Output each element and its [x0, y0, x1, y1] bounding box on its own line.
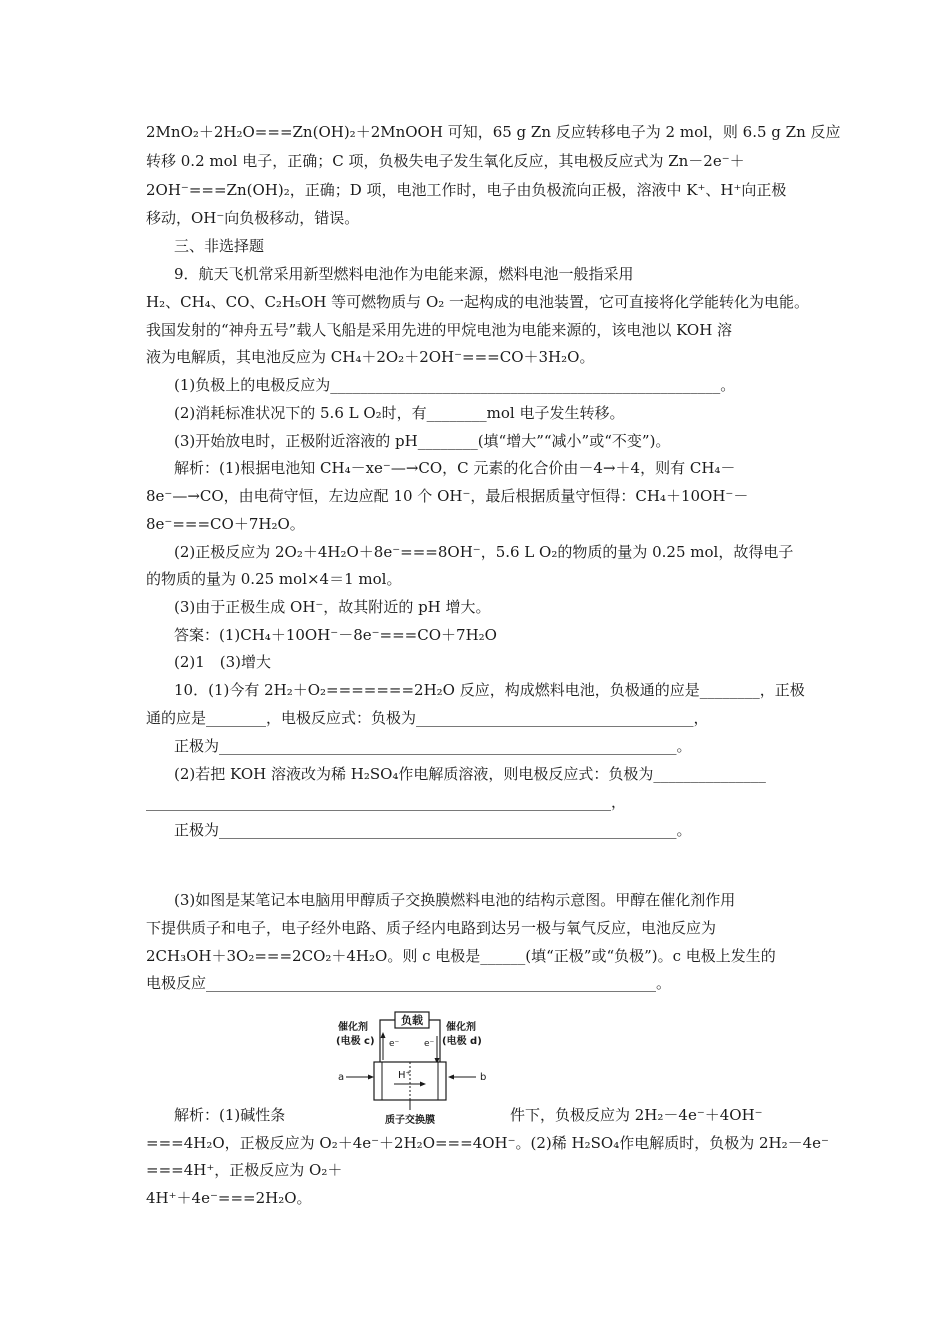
text-line: H₂、CH₄、CO、C₂H₅OH 等可燃物质与 O₂ 一起构成的电池装置，它可直接将化学能转化为电能。 — [146, 293, 810, 311]
question-9-stem: 9．航天飞机常采用新型燃料电池作为电能来源，燃料电池一般指采用 — [174, 265, 634, 283]
text-line: 8e⁻===CO＋7H₂O。 — [146, 515, 305, 533]
left-electrode-label: (电极 c) — [336, 1036, 375, 1047]
inlet-b-label: b — [480, 1072, 487, 1083]
text-line: 2MnO₂＋2H₂O===Zn(OH)₂＋2MnOOH 可知，65 g Zn 反应转移电子为 2 mol，则 6.5 g Zn 反应 — [146, 123, 841, 141]
load-label: 负载 — [401, 1014, 423, 1027]
text-line: 转移 0.2 mol 电子，正确；C 项，负极失电子发生氧化反应，其电极反应式为 Zn－2e⁻＋ — [146, 152, 745, 170]
right-electrode-label: (电极 d) — [442, 1036, 482, 1047]
text-line: 的物质的量为 0.25 mol×4＝1 mol。 — [146, 570, 402, 588]
text-line: 移动，OH⁻向负极移动，错误。 — [146, 209, 360, 227]
text-line: 8e⁻—→CO，由电荷守恒，左边应配 10 个 OH⁻，最后根据质量守恒得：CH₄＋10OH⁻－ — [146, 487, 749, 505]
answer-9: 答案：(1)CH₄＋10OH⁻－8e⁻===CO＋7H₂O — [174, 626, 497, 644]
analysis-10: 解析：(1)碱性条 — [174, 1106, 286, 1124]
fuel-cell-diagram — [336, 1010, 496, 1130]
analysis-9: 解析：(1)根据电池知 CH₄－xe⁻—→CO，C 元素的化合价由－4→＋4，则有 CH₄－ — [174, 459, 736, 477]
text-line: ______________________________________________________________， — [146, 793, 627, 811]
electron-arrowhead-left — [381, 1032, 386, 1038]
electron-left-label: e⁻ — [389, 1039, 400, 1049]
text-line: 我国发射的“神舟五号”载人飞船是采用先进的甲烷电池为电能来源的，该电池以 KOH 溶 — [146, 321, 733, 339]
text-line: (2)1 (3)增大 — [174, 653, 272, 671]
text-line: ===4H₂O，正极反应为 O₂＋4e⁻＋2H₂O===4OH⁻。(2)稀 H₂SO₄作电解质时，负极为 2H₂－4e⁻ — [146, 1134, 829, 1152]
text-line: 4H⁺＋4e⁻===2H₂O。 — [146, 1189, 312, 1207]
text-line: 正极为_____________________________________________________________。 — [174, 821, 692, 839]
inlet-a-arrowhead — [368, 1075, 374, 1080]
section-heading: 三、非选择题 — [174, 237, 265, 255]
text-line: (2)正极反应为 2O₂＋4H₂O＋8e⁻===8OH⁻，5.6 L O₂的物质的量为 0.25 mol，故得电子 — [174, 543, 794, 561]
electron-right-label: e⁻ — [424, 1039, 435, 1049]
inlet-b-arrowhead — [448, 1075, 454, 1080]
question-9-part-2: (2)消耗标准状况下的 5.6 L O₂时，有________mol 电子发生转移。 — [174, 404, 625, 422]
text-line: 液为电解质，其电池反应为 CH₄＋2O₂＋2OH⁻===CO＋3H₂O。 — [146, 348, 595, 366]
inlet-a-label: a — [338, 1072, 345, 1083]
text-line: 2OH⁻===Zn(OH)₂，正确；D 项，电池工作时，电子由负极流向正极，溶液中 K⁺、H⁺向正极 — [146, 181, 787, 199]
text-line: 正极为_____________________________________________________________。 — [174, 737, 692, 755]
question-9-part-1: (1)负极上的电极反应为____________________________________________________。 — [174, 376, 736, 394]
text-line: (3)由于正极生成 OH⁻，故其附近的 pH 增大。 — [174, 598, 491, 616]
question-10-part-3: (3)如图是某笔记本电脑用甲醇质子交换膜燃料电池的结构示意图。甲醇在催化剂作用 — [174, 891, 736, 909]
right-catalyst-label: 催化剂 — [446, 1022, 476, 1033]
text-line: 2CH₃OH＋3O₂===2CO₂＋4H₂O。则 c 电极是______(填“正极”或“负极”)。c 电极上发生的 — [146, 947, 776, 965]
question-9-part-3: (3)开始放电时，正极附近溶液的 pH________(填“增大”“减小”或“不变”)。 — [174, 432, 671, 450]
text-line: 通的应是________，电极反应式：负极为_____________________________________， — [146, 709, 709, 727]
text-line: 件下，负极反应为 2H₂－4e⁻＋4OH⁻ — [510, 1106, 763, 1124]
text-line: ===4H⁺，正极反应为 O₂＋ — [146, 1161, 343, 1179]
question-10-part-2: (2)若把 KOH 溶液改为稀 H₂SO₄作电解质溶液，则电极反应式：负极为_______________ — [174, 765, 766, 783]
membrane-label: 质子交换膜 — [385, 1115, 435, 1126]
text-line: 下提供质子和电子，电子经外电路、质子经内电路到达另一极与氧气反应，电池反应为 — [146, 919, 717, 937]
left-catalyst-label: 催化剂 — [338, 1022, 368, 1033]
text-line: 电极反应____________________________________________________________。 — [146, 974, 672, 992]
proton-label: H⁺ — [398, 1070, 411, 1081]
question-10-stem: 10．(1)今有 2H₂＋O₂=======2H₂O 反应，构成燃料电池，负极通的应是________，正极 — [174, 681, 805, 699]
